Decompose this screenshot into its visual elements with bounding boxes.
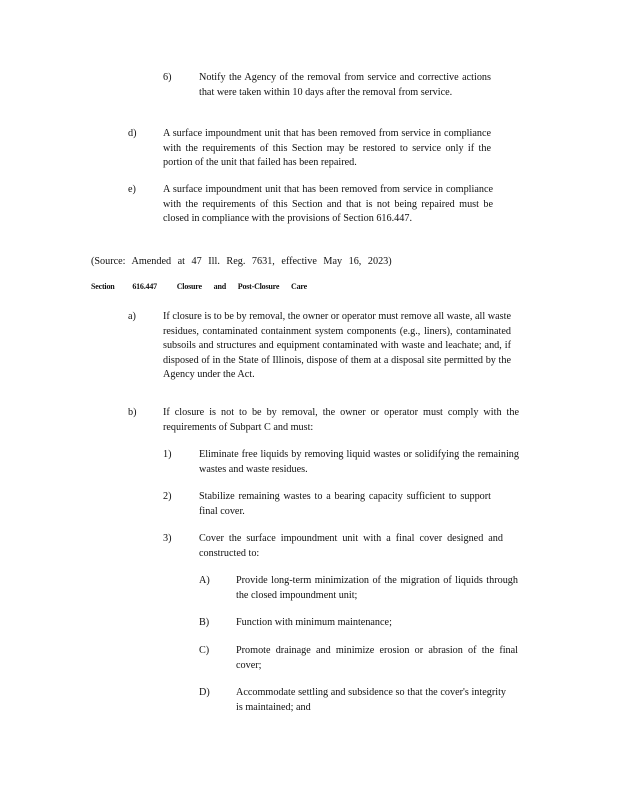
item-6-label: 6) bbox=[163, 72, 172, 83]
item-a-label: a) bbox=[128, 311, 136, 322]
item-a-text: If closure is to be by removal, the owner or operator must remove all waste, all waste residues, contaminated containment system components (e.g., liners), contaminated subsoils and structures and equipment contaminated with waste and leachate; and, if disposed of in the State of Illinois, dispose of them at a disposal site permitted by the Agency under the Act. bbox=[163, 311, 511, 381]
item-b3-label: 3) bbox=[163, 533, 172, 544]
item-b-label: b) bbox=[128, 407, 137, 418]
item-e-text: A surface impoundment unit that has been removed from service in compliance with the requirements of this Section and that is not being repaired must be closed in compliance with the provisions of Section 616.447. bbox=[163, 184, 493, 225]
source-note: (Source: Amended at 47 Ill. Reg. 7631, effective May 16, 2023) bbox=[91, 256, 392, 267]
item-b3d-text: Accommodate settling and subsidence so that the cover's integrity is maintained; and bbox=[236, 687, 506, 713]
item-6-text: Notify the Agency of the removal from service and corrective actions that were taken within 10 days after the removal from service. bbox=[199, 72, 491, 98]
item-b3b-label: B) bbox=[199, 617, 210, 628]
item-b2-text: Stabilize remaining wastes to a bearing capacity sufficient to support final cover. bbox=[199, 491, 491, 517]
item-d-text: A surface impoundment unit that has been removed from service in compliance with the requirements of this Section may be restored to service only if the portion of the unit that failed has been repaired. bbox=[163, 128, 491, 169]
item-b1-label: 1) bbox=[163, 449, 172, 460]
item-b3-text: Cover the surface impoundment unit with a final cover designed and constructed to: bbox=[199, 533, 503, 559]
item-b-text: If closure is not to be by removal, the owner or operator must comply with the requirements of Subpart C and must: bbox=[163, 407, 519, 433]
item-b1-text: Eliminate free liquids by removing liquid wastes or solidifying the remaining wastes and waste residues. bbox=[199, 449, 519, 475]
section-heading bbox=[91, 282, 307, 291]
item-b3a-label: A) bbox=[199, 575, 210, 586]
item-b2-label: 2) bbox=[163, 491, 172, 502]
section-title: Closure and Post-Closure Care bbox=[176, 282, 307, 291]
item-d-label: d) bbox=[128, 128, 137, 139]
item-b3c-text: Promote drainage and minimize erosion or abrasion of the final cover; bbox=[236, 645, 518, 671]
item-e-label: e) bbox=[128, 184, 136, 195]
item-b3c-label: C) bbox=[199, 645, 210, 656]
section-word: Section bbox=[91, 282, 115, 291]
section-number: 616.447 bbox=[132, 282, 157, 291]
item-b3d-label: D) bbox=[199, 687, 210, 698]
item-b3b-text: Function with minimum maintenance; bbox=[236, 617, 392, 628]
item-b3a-text: Provide long-term minimization of the migration of liquids through the closed impoundment unit; bbox=[236, 575, 518, 601]
